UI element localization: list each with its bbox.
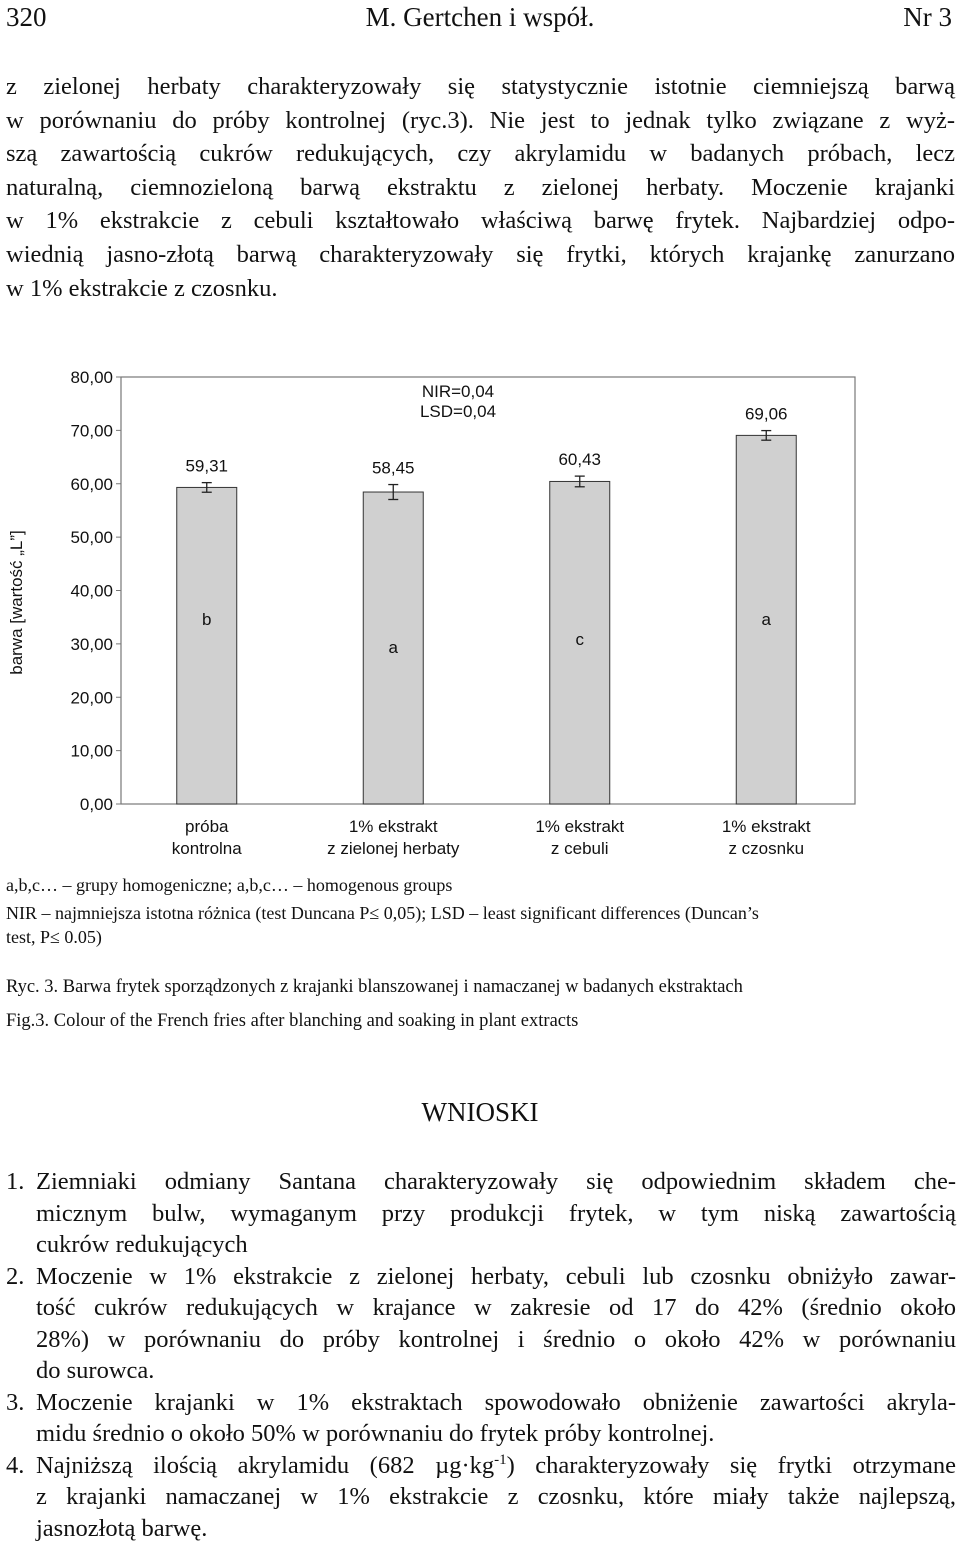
nir-note-line1: NIR – najmniejsza istotna różnica (test Duncana P≤ 0,05); LSD – least significant differences (Duncan’s [6, 903, 759, 923]
colour-bar-chart [0, 355, 960, 865]
intro-line: wiednią jasno-złotą barwą charakteryzowały się frytki, których krajankę zanurzano [6, 240, 955, 268]
intro-line: w porównaniu do próby kontrolnej (ryc.3). Nie jest to jednak tylko związane z wyż- [6, 106, 955, 134]
y-tick-label: 70,00 [70, 421, 113, 441]
issue-number: Nr 3 [903, 2, 952, 32]
x-tick-label: z cebuli [550, 839, 609, 858]
x-tick-label: z czosnku [728, 839, 805, 858]
data-label: 59,31 [185, 456, 229, 476]
conclusion-number: 1. [6, 1168, 25, 1195]
y-tick-label: 30,00 [70, 634, 113, 654]
intro-line: naturalną, ciemnozieloną barwą ekstraktu z zielonej herbaty. Moczenie krajanki [6, 173, 955, 201]
bar [177, 487, 237, 804]
x-tick-label: kontrolna [171, 839, 242, 858]
figure-caption-pl: Ryc. 3. Barwa frytek sporządzonych z krajanki blanszowanej i namaczanej w badanych ekstraktach [6, 977, 743, 997]
conclusion-item [6, 1261, 956, 1387]
intro-line: w 1% ekstrakcie z cebuli kształtowało właściwą barwę frytek. Najbardziej odpo- [6, 207, 955, 235]
conclusion-item [6, 1450, 956, 1545]
intro-line: z zielonej herbaty charakteryzowały się statystycznie istotnie ciemniejszą barwą [6, 73, 955, 100]
conclusion-line: do surowca. [36, 1357, 155, 1384]
running-header-authors: M. Gertchen i współ. [365, 2, 595, 32]
chart-notes [6, 873, 956, 949]
intro-line: w 1% ekstrakcie z czosnku. [6, 274, 278, 302]
intro-paragraph [6, 70, 955, 305]
annotation-nir: NIR=0,04 [421, 382, 495, 401]
conclusion-line: midu średnio o około 50% w porównaniu do frytek próby kontrolnej. [36, 1420, 715, 1447]
y-tick-label: 40,00 [70, 581, 113, 601]
x-tick-label: z zielonej herbaty [327, 839, 460, 858]
group-letter: b [202, 610, 212, 629]
nir-note-line2: test, P≤ 0.05) [6, 927, 102, 947]
y-tick-label: 10,00 [70, 741, 113, 761]
conclusion-item [6, 1387, 956, 1450]
data-label: 58,45 [371, 458, 415, 478]
groups-note: a,b,c… – grupy homogeniczne; a,b,c… – homogenous groups [6, 875, 453, 895]
y-tick-label: 20,00 [70, 688, 113, 708]
conclusion-number: 4. [6, 1451, 25, 1479]
figure-caption-en: Fig.3. Colour of the French fries after blanching and soaking in plant extracts [6, 1011, 579, 1031]
conclusion-line: z krajanki namaczanej w 1% ekstrakcie z czosnku, które miały także najlepszą, [36, 1483, 956, 1510]
conclusion-text: ) charakteryzowały się frytki otrzymane [506, 1451, 956, 1479]
conclusion-line: micznym bulw, wymaganym przy produkcji frytek, w tym niską zawartością [36, 1199, 956, 1227]
x-tick-label: 1% ekstrakt [721, 817, 811, 836]
y-tick-label: 80,00 [70, 368, 113, 387]
x-tick-label: 1% ekstrakt [535, 817, 625, 836]
intro-line: szą zawartością cukrów redukujących, czy akrylamidu w badanych próbach, lecz [6, 140, 955, 168]
annotation-lsd: LSD=0,04 [419, 402, 497, 421]
conclusion-line: jasnozłotą barwę. [36, 1514, 208, 1542]
conclusion-line: 28%) w porównaniu do próby kontrolnej i średnio o około 42% w porównaniu [36, 1325, 956, 1353]
conclusion-line: cukrów redukujących [36, 1231, 248, 1258]
x-tick-label: próba [185, 817, 229, 836]
group-letter: a [388, 638, 398, 657]
conclusion-number: 2. [6, 1262, 25, 1290]
page-number: 320 [6, 2, 47, 32]
group-letter: a [761, 610, 771, 629]
conclusion-text: Najniższą ilością akrylamidu (682 µg·kg [36, 1451, 495, 1479]
x-tick-label: 1% ekstrakt [348, 817, 438, 836]
conclusion-line: Ziemniaki odmiany Santana charakteryzowały się odpowiednim składem che- [36, 1168, 956, 1195]
conclusion-line: Moczenie krajanki w 1% ekstraktach spowodowało obniżenie zawartości akryla- [36, 1388, 956, 1416]
y-tick-label: 0,00 [79, 795, 113, 814]
conclusion-line: Moczenie w 1% ekstrakcie z zielonej herbaty, cebuli lub czosnku obniżyło zawar- [36, 1262, 956, 1290]
data-label: 69,06 [744, 404, 788, 424]
conclusion-line [36, 1450, 956, 1482]
unit-exponent: -1 [494, 1451, 507, 1468]
y-tick-label: 60,00 [70, 474, 113, 494]
y-tick-label: 50,00 [70, 528, 113, 548]
conclusion-item [6, 1166, 956, 1261]
conclusions-list [6, 1166, 956, 1544]
conclusion-number: 3. [6, 1388, 25, 1416]
data-label: 60,43 [558, 450, 602, 470]
y-axis-label: barwa [wartość „L”] [7, 530, 26, 675]
conclusion-line: tość cukrów redukujących w krajance w zakresie od 17 do 42% (średnio około [36, 1294, 956, 1321]
group-letter: c [575, 630, 584, 649]
section-title: WNIOSKI [421, 1097, 539, 1127]
